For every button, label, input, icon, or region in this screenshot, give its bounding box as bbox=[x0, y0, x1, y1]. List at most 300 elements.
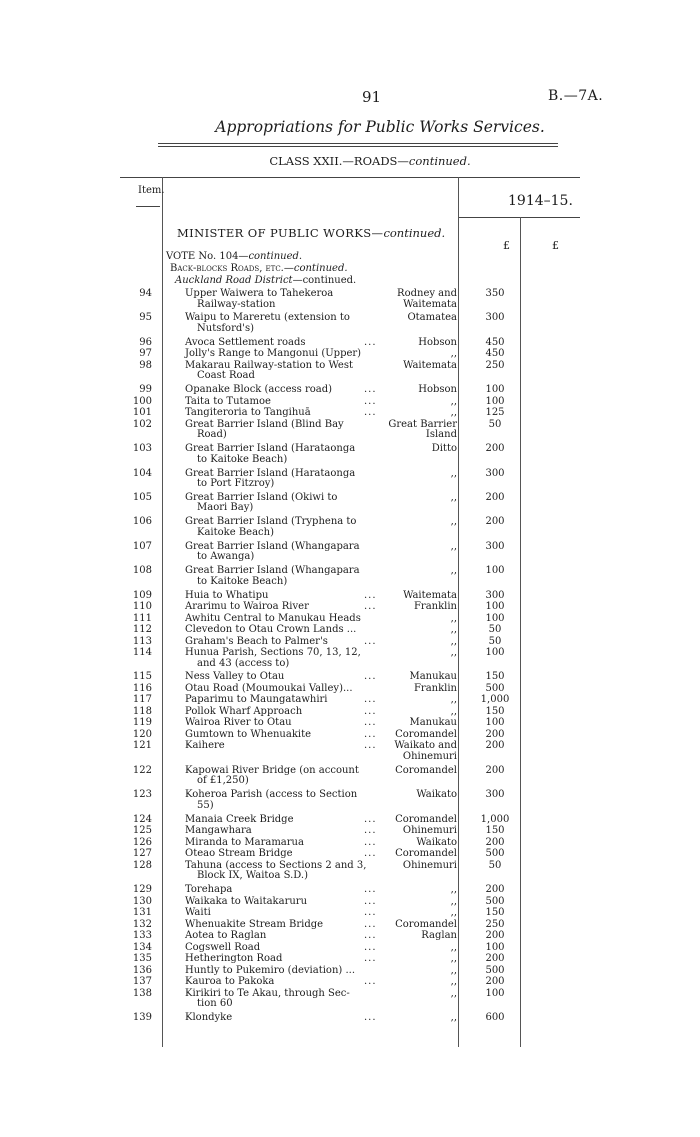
item-description bbox=[185, 397, 373, 408]
description-line: Kirikiri to Te Akau, through Sec- bbox=[185, 987, 350, 999]
amount: 250 bbox=[485, 918, 505, 930]
item-description bbox=[185, 707, 373, 718]
electorate bbox=[376, 966, 457, 977]
item-description bbox=[185, 838, 373, 849]
page-title: Appropriations for Public Works Services. bbox=[215, 118, 545, 136]
amount: 500 bbox=[485, 895, 505, 907]
description-line: Klondyke bbox=[185, 1011, 233, 1023]
description-continuation: to Kaitoke Beach) bbox=[197, 453, 288, 465]
description-line: Waikaka to Waitakaruru bbox=[185, 895, 308, 907]
leader-dots: ... bbox=[364, 589, 377, 601]
leader-dots: ... bbox=[364, 848, 377, 860]
amount: 100 bbox=[485, 601, 505, 612]
description-line: Great Barrier Island (Harataonga bbox=[185, 467, 356, 479]
item-number: 138 bbox=[132, 987, 152, 999]
amount: 125 bbox=[485, 407, 505, 419]
electorate bbox=[376, 931, 457, 942]
description-line: Kauroa to Pakoka bbox=[185, 976, 275, 987]
description-line: Cogswell Road bbox=[185, 941, 261, 953]
pound-sign-1: £ bbox=[503, 239, 510, 252]
leader-dots: ... bbox=[364, 976, 377, 987]
second-amount-divider bbox=[520, 217, 521, 1047]
item-number: 97 bbox=[139, 348, 152, 360]
amount: 1,000 bbox=[480, 813, 510, 825]
item-description bbox=[185, 730, 373, 741]
leader-dots: ... bbox=[364, 941, 377, 953]
item-description bbox=[185, 766, 373, 787]
description-line: Kapowai River Bridge (on account bbox=[185, 764, 359, 776]
electorate bbox=[376, 542, 457, 553]
electorate-line: ,, bbox=[450, 407, 457, 419]
electorate bbox=[376, 826, 457, 837]
amount: 200 bbox=[485, 443, 505, 455]
electorate bbox=[376, 361, 457, 372]
electorate-line: Franklin bbox=[413, 601, 457, 612]
description-continuation: Railway-station bbox=[197, 298, 276, 310]
amount: 100 bbox=[485, 717, 505, 729]
leader-dots: ... bbox=[364, 953, 377, 964]
description-line: Avoca Settlement roads bbox=[185, 336, 306, 348]
electorate-line: ,, bbox=[450, 348, 457, 360]
item-description bbox=[185, 695, 373, 706]
item-description bbox=[185, 444, 373, 465]
description-line: Aotea to Raglan bbox=[185, 930, 267, 941]
amount: 150 bbox=[485, 705, 505, 717]
description-line: Oteao Stream Bridge bbox=[185, 848, 293, 860]
electorate-line: Coromandel bbox=[395, 918, 457, 930]
item-description bbox=[185, 591, 373, 602]
table-top-rule bbox=[120, 177, 580, 178]
electorate bbox=[376, 684, 457, 695]
amount: 500 bbox=[485, 682, 505, 694]
electorate-line: ,, bbox=[450, 895, 457, 907]
amount: 100 bbox=[485, 395, 505, 407]
electorate bbox=[376, 1013, 457, 1024]
leader-dots: ... bbox=[364, 895, 377, 907]
amount: 300 bbox=[485, 312, 505, 324]
description-line: Clevedon to Otau Crown Lands ... bbox=[185, 624, 357, 635]
item-description bbox=[185, 648, 373, 669]
amount: 200 bbox=[485, 884, 505, 895]
item-number: 110 bbox=[132, 601, 152, 612]
item-description bbox=[185, 542, 373, 563]
electorate bbox=[376, 444, 457, 455]
item-number: 134 bbox=[132, 941, 152, 953]
electorate-continuation: Ohinemuri bbox=[402, 750, 457, 762]
leader-dots: ... bbox=[364, 694, 377, 706]
description-line: Makarau Railway-station to West bbox=[185, 359, 353, 371]
description-continuation: Coast Road bbox=[197, 370, 255, 382]
description-line: Great Barrier Island (Harataonga bbox=[185, 443, 356, 455]
item-number: 124 bbox=[132, 813, 152, 825]
year-header: 1914–15. bbox=[508, 193, 573, 209]
title-rule-2 bbox=[158, 146, 558, 147]
item-description bbox=[185, 493, 373, 514]
pound-sign-2: £ bbox=[552, 239, 559, 252]
amount: 200 bbox=[485, 764, 505, 776]
description-continuation: of £1,250) bbox=[197, 775, 249, 787]
electorate-line: Waitemata bbox=[403, 589, 457, 601]
amount: 300 bbox=[485, 589, 505, 601]
electorate-line: ,, bbox=[450, 964, 457, 976]
item-number: 122 bbox=[132, 764, 152, 776]
amount: 300 bbox=[485, 789, 505, 801]
electorate bbox=[376, 602, 457, 613]
leader-dots: ... bbox=[364, 635, 377, 647]
electorate bbox=[376, 766, 457, 777]
leader-dots: ... bbox=[364, 601, 377, 612]
item-description bbox=[185, 313, 373, 334]
item-number: 128 bbox=[132, 859, 152, 871]
electorate-continuation: Island bbox=[425, 429, 457, 441]
leader-dots: ... bbox=[364, 836, 377, 848]
item-description bbox=[185, 815, 373, 826]
electorate-line: Coromandel bbox=[395, 764, 457, 776]
amount: 200 bbox=[485, 516, 505, 528]
amount: 300 bbox=[485, 540, 505, 552]
electorate bbox=[376, 920, 457, 931]
item-number: 127 bbox=[132, 848, 152, 860]
electorate bbox=[376, 943, 457, 954]
item-description bbox=[185, 672, 373, 683]
item-description bbox=[185, 349, 373, 360]
electorate-line: ,, bbox=[450, 635, 457, 647]
item-number: 105 bbox=[132, 491, 152, 503]
amount: 100 bbox=[485, 565, 505, 577]
electorate bbox=[376, 313, 457, 324]
electorate-line: ,, bbox=[450, 694, 457, 706]
electorate bbox=[376, 566, 457, 577]
amount: 50 bbox=[488, 624, 502, 635]
item-description bbox=[185, 849, 373, 860]
description-line: Great Barrier Island (Blind Bay bbox=[185, 418, 344, 430]
electorate bbox=[376, 614, 457, 625]
electorate-line: ,, bbox=[450, 467, 457, 479]
electorate-line: Ditto bbox=[431, 443, 457, 455]
description-line: Wairoa River to Otau bbox=[185, 717, 292, 729]
description-continuation: to Port Fitzroy) bbox=[197, 478, 275, 490]
amount: 450 bbox=[485, 348, 505, 360]
amount: 50 bbox=[488, 418, 502, 430]
item-description bbox=[185, 289, 373, 310]
leader-dots: ... bbox=[364, 336, 377, 348]
item-number: 115 bbox=[132, 671, 152, 683]
description-continuation: Kaitoke Beach) bbox=[197, 526, 274, 538]
electorate bbox=[376, 977, 457, 988]
description-line: Upper Waiwera to Tahekeroa bbox=[185, 288, 334, 299]
description-continuation: Block IX, Waitoa S.D.) bbox=[197, 870, 308, 882]
vote-heading: VOTE No. 104—continued. bbox=[166, 251, 303, 262]
item-number: 118 bbox=[132, 705, 152, 717]
item-number: 107 bbox=[132, 540, 152, 552]
electorate bbox=[376, 420, 457, 441]
subhead-heading: Back-blocks Roads, etc.—continued. bbox=[170, 263, 348, 274]
electorate bbox=[376, 954, 457, 965]
amount: 100 bbox=[485, 647, 505, 658]
item-number: 125 bbox=[132, 825, 152, 837]
item-number: 119 bbox=[132, 717, 152, 729]
description-continuation: to Awanga) bbox=[197, 551, 255, 563]
item-description bbox=[185, 1013, 373, 1024]
electorate-line: Coromandel bbox=[395, 813, 457, 825]
electorate bbox=[376, 790, 457, 801]
electorate-line: Waitemata bbox=[403, 359, 457, 371]
electorate-line: ,, bbox=[450, 612, 457, 624]
electorate-line: ,, bbox=[450, 907, 457, 918]
item-description bbox=[185, 989, 373, 1010]
item-number: 136 bbox=[132, 964, 152, 976]
electorate-line: Raglan bbox=[421, 930, 457, 941]
amount: 200 bbox=[485, 953, 505, 964]
electorate-line: ,, bbox=[450, 624, 457, 635]
electorate bbox=[376, 397, 457, 408]
description-line: Awhitu Central to Manukau Heads bbox=[185, 612, 361, 624]
leader-dots: ... bbox=[364, 918, 377, 930]
item-description bbox=[185, 861, 373, 882]
amount: 300 bbox=[485, 467, 505, 479]
amount: 500 bbox=[485, 964, 505, 976]
electorate-line: Otamatea bbox=[407, 312, 457, 324]
electorate-line: ,, bbox=[450, 987, 457, 999]
leader-dots: ... bbox=[364, 740, 377, 752]
electorate bbox=[376, 730, 457, 741]
electorate-line: Coromandel bbox=[395, 848, 457, 860]
item-number: 109 bbox=[132, 589, 152, 601]
electorate-line: Coromandel bbox=[395, 728, 457, 740]
description-line: Kaihere bbox=[185, 740, 225, 752]
item-description bbox=[185, 966, 373, 977]
electorate bbox=[376, 861, 457, 872]
electorate-line: Waikato and bbox=[394, 740, 457, 752]
amount: 200 bbox=[485, 491, 505, 503]
electorate-line: ,, bbox=[450, 647, 457, 658]
leader-dots: ... bbox=[364, 930, 377, 941]
item-number: 135 bbox=[132, 953, 152, 964]
description-line: Great Barrier Island (Whangapara bbox=[185, 565, 360, 577]
electorate-line: Manukau bbox=[409, 717, 457, 729]
item-number: 114 bbox=[132, 647, 152, 658]
item-description bbox=[185, 954, 373, 965]
description-line: Tangiteroria to Tangihuā bbox=[185, 407, 311, 419]
amount: 350 bbox=[485, 288, 505, 299]
electorate bbox=[376, 591, 457, 602]
leader-dots: ... bbox=[364, 407, 377, 419]
item-number: 139 bbox=[132, 1011, 152, 1023]
electorate-line: ,, bbox=[450, 953, 457, 964]
item-description bbox=[185, 931, 373, 942]
leader-dots: ... bbox=[364, 717, 377, 729]
item-description bbox=[185, 361, 373, 382]
electorate bbox=[376, 469, 457, 480]
item-number: 137 bbox=[132, 976, 152, 987]
description-line: Manaia Creek Bridge bbox=[185, 813, 294, 825]
item-description bbox=[185, 637, 373, 648]
electorate-line: Hobson bbox=[418, 336, 457, 348]
electorate bbox=[376, 625, 457, 636]
electorate bbox=[376, 849, 457, 860]
description-line: Torehapa bbox=[185, 884, 233, 895]
item-description bbox=[185, 469, 373, 490]
leader-dots: ... bbox=[364, 705, 377, 717]
description-continuation: and 43 (access to) bbox=[197, 657, 290, 669]
item-description bbox=[185, 790, 373, 811]
item-number: 108 bbox=[132, 565, 152, 577]
item-number: 94 bbox=[139, 288, 152, 299]
electorate-line: Waikato bbox=[416, 789, 457, 801]
item-number: 100 bbox=[132, 395, 152, 407]
electorate bbox=[376, 385, 457, 396]
description-line: Waiti bbox=[185, 907, 211, 918]
amount: 100 bbox=[485, 941, 505, 953]
electorate bbox=[376, 989, 457, 1000]
amount: 200 bbox=[485, 740, 505, 752]
item-description bbox=[185, 602, 373, 613]
amount: 150 bbox=[485, 671, 505, 683]
description-line: Whenuakite Stream Bridge bbox=[185, 918, 324, 930]
item-number: 106 bbox=[132, 516, 152, 528]
description-line: Graham's Beach to Palmer's bbox=[185, 635, 328, 647]
electorate bbox=[376, 349, 457, 360]
electorate bbox=[376, 338, 457, 349]
item-number: 117 bbox=[132, 694, 152, 706]
item-description bbox=[185, 385, 373, 396]
item-description bbox=[185, 338, 373, 349]
item-description bbox=[185, 625, 373, 636]
electorate bbox=[376, 741, 457, 762]
item-number: 98 bbox=[139, 359, 152, 371]
description-line: Waipu to Mareretu (extension to bbox=[185, 312, 350, 324]
item-description bbox=[185, 897, 373, 908]
description-line: Great Barrier Island (Whangapara bbox=[185, 540, 360, 552]
amount: 500 bbox=[485, 848, 505, 860]
amount-column-divider bbox=[458, 177, 459, 1047]
electorate bbox=[376, 289, 457, 310]
item-number: 102 bbox=[132, 418, 152, 430]
leader-dots: ... bbox=[364, 884, 377, 895]
electorate bbox=[376, 718, 457, 729]
leader-dots: ... bbox=[364, 395, 377, 407]
electorate bbox=[376, 908, 457, 919]
description-line: Tahuna (access to Sections 2 and 3, bbox=[185, 859, 367, 871]
item-description bbox=[185, 826, 373, 837]
electorate-line: ,, bbox=[450, 976, 457, 987]
item-column-divider bbox=[162, 177, 163, 1047]
description-line: Great Barrier Island (Okiwi to bbox=[185, 491, 338, 503]
description-line: Opanake Block (access road) bbox=[185, 384, 333, 396]
item-header-underline bbox=[136, 206, 160, 207]
amount: 50 bbox=[488, 859, 502, 871]
leader-dots: ... bbox=[364, 813, 377, 825]
description-continuation: 55) bbox=[197, 799, 214, 811]
electorate-continuation: Waitemata bbox=[403, 298, 457, 310]
item-description bbox=[185, 977, 373, 988]
leader-dots: ... bbox=[364, 384, 377, 396]
item-number: 120 bbox=[132, 728, 152, 740]
leader-dots: ... bbox=[364, 907, 377, 918]
item-column-header: Item. bbox=[138, 185, 165, 196]
title-rule bbox=[158, 143, 558, 144]
amount: 200 bbox=[485, 836, 505, 848]
electorate bbox=[376, 815, 457, 826]
electorate-line: ,, bbox=[450, 491, 457, 503]
item-number: 112 bbox=[132, 624, 152, 635]
item-number: 104 bbox=[132, 467, 152, 479]
description-line: Great Barrier Island (Tryphena to bbox=[185, 516, 357, 528]
description-line: Jolly's Range to Mangonui (Upper) bbox=[185, 348, 362, 360]
electorate bbox=[376, 707, 457, 718]
description-line: Huntly to Pukemiro (deviation) ... bbox=[185, 964, 355, 976]
item-number: 95 bbox=[139, 312, 152, 324]
amount: 1,000 bbox=[480, 694, 510, 706]
electorate-line: Waikato bbox=[416, 836, 457, 848]
item-number: 113 bbox=[132, 635, 152, 647]
item-number: 126 bbox=[132, 836, 152, 848]
amount: 200 bbox=[485, 976, 505, 987]
electorate bbox=[376, 897, 457, 908]
description-line: Hunua Parish, Sections 70, 13, 12, bbox=[185, 647, 361, 658]
item-number: 133 bbox=[132, 930, 152, 941]
item-number: 132 bbox=[132, 918, 152, 930]
leader-dots: ... bbox=[364, 825, 377, 837]
description-continuation: Maori Bay) bbox=[197, 502, 254, 514]
item-number: 101 bbox=[132, 407, 152, 419]
description-line: Huia to Whatipu bbox=[185, 589, 269, 601]
item-description bbox=[185, 908, 373, 919]
item-number: 129 bbox=[132, 884, 152, 895]
electorate-line: ,, bbox=[450, 540, 457, 552]
electorate-line: Manukau bbox=[409, 671, 457, 683]
page-number: 91 bbox=[362, 88, 382, 106]
leader-dots: ... bbox=[364, 1011, 377, 1023]
description-line: Ararimu to Wairoa River bbox=[185, 601, 309, 612]
description-line: Otau Road (Moumoukai Valley)... bbox=[185, 682, 353, 694]
description-line: Mangawhara bbox=[185, 825, 252, 837]
electorate-line: ,, bbox=[450, 941, 457, 953]
electorate bbox=[376, 493, 457, 504]
electorate bbox=[376, 885, 457, 896]
amount: 150 bbox=[485, 907, 505, 918]
item-description bbox=[185, 718, 373, 729]
leader-dots: ... bbox=[364, 728, 377, 740]
description-line: Hetherington Road bbox=[185, 953, 283, 964]
amount: 200 bbox=[485, 930, 505, 941]
description-line: Paparimu to Maungatawhiri bbox=[185, 694, 328, 706]
description-continuation: to Kaitoke Beach) bbox=[197, 575, 288, 587]
electorate-line: Great Barrier bbox=[388, 418, 457, 430]
item-number: 103 bbox=[132, 443, 152, 455]
electorate-line: ,, bbox=[450, 565, 457, 577]
description-line: Koheroa Parish (access to Section bbox=[185, 789, 358, 801]
item-description bbox=[185, 517, 373, 538]
description-line: Pollok Wharf Approach bbox=[185, 705, 303, 717]
electorate bbox=[376, 517, 457, 528]
item-description bbox=[185, 420, 373, 441]
description-line: Ness Valley to Otau bbox=[185, 671, 285, 683]
item-number: 123 bbox=[132, 789, 152, 801]
amount: 50 bbox=[488, 635, 502, 647]
district-heading: Auckland Road District—continued. bbox=[175, 275, 357, 286]
description-line: Taita to Tutamoe bbox=[185, 395, 271, 407]
item-number: 121 bbox=[132, 740, 152, 752]
electorate-line: ,, bbox=[450, 884, 457, 895]
electorate-line: ,, bbox=[450, 705, 457, 717]
electorate bbox=[376, 637, 457, 648]
electorate bbox=[376, 672, 457, 683]
item-description bbox=[185, 684, 373, 695]
item-number: 116 bbox=[132, 682, 152, 694]
minister-heading: MINISTER OF PUBLIC WORKS—continued. bbox=[177, 226, 446, 240]
electorate-line: Franklin bbox=[413, 682, 457, 694]
